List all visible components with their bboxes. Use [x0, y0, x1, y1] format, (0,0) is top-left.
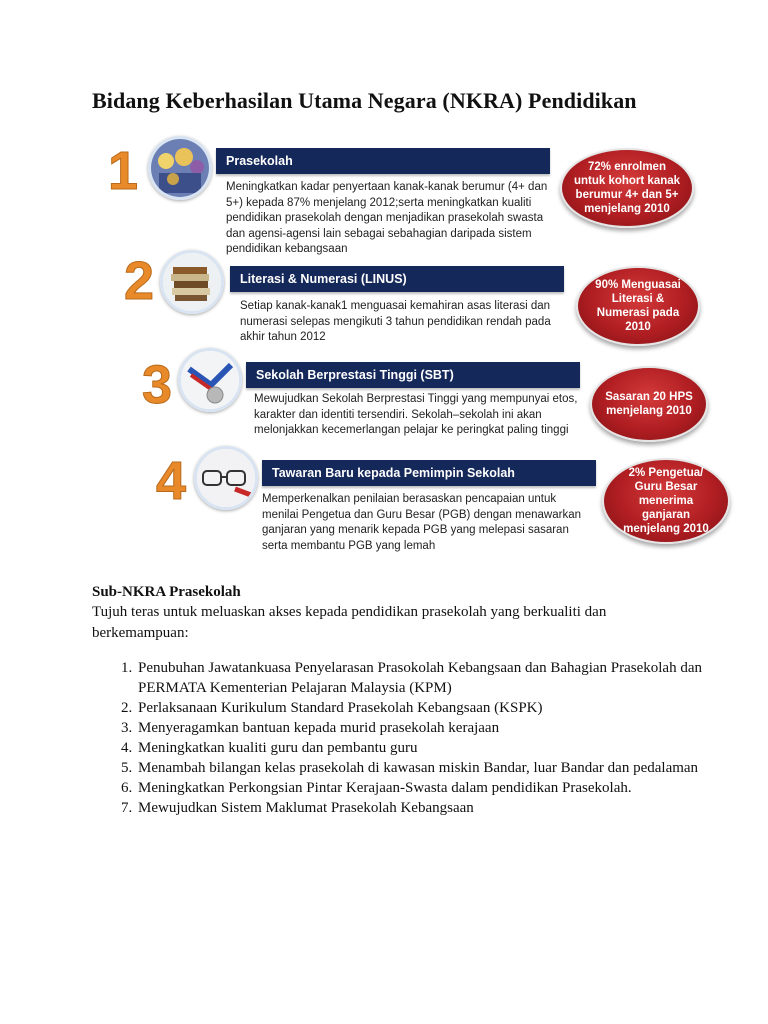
item-heading-bar: Prasekolah: [216, 148, 550, 174]
item-description: Mewujudkan Sekolah Berprestasi Tinggi yang mempunyai etos, karakter dan identiti tersendiri. Sekolah–sekolah ini akan melonjakkan kecemerlangan pelajar ke peringkat paling tinggi: [254, 393, 578, 436]
target-badge-text: Sasaran 20 HPS menjelang 2010: [605, 391, 693, 417]
section-title: Sub-NKRA Prasekolah: [92, 584, 241, 600]
item-heading-bar: Literasi & Numerasi (LINUS): [230, 266, 564, 292]
list-item: 2. Perlaksanaan Kurikulum Standard Prasekolah Kebangsaan (KSPK): [136, 698, 736, 718]
item-description: Setiap kanak-kanak1 menguasai kemahiran asas literasi dan numerasi selepas mengikuti 3 tahun pendidikan rendah pada akhir tahun 2012: [240, 300, 551, 343]
target-badge: [576, 266, 700, 346]
target-badge: [602, 458, 730, 544]
target-badge: [560, 148, 694, 228]
item-number: 3: [142, 355, 173, 415]
list-item: 7. Mewujudkan Sistem Maklumat Prasekolah Kebangsaan: [136, 798, 736, 818]
target-badge-text: 72% enrolmen untuk kohort kanak berumur 4+ dan 5+ menjelang 2010: [573, 161, 681, 215]
item-description: Meningkatkan kadar penyertaan kanak-kanak berumur (4+ dan 5+) kepada 87% menjelang 2012;serta meningkatkan kualiti pendidikan prasekolah dengan menjadikan prasekolah swasta dan agensi-agensi lain sebagai sebahagian daripada sistem pendidikan kebangsaan: [226, 181, 548, 255]
medal-photo-icon: [178, 348, 242, 412]
item-number: 4: [156, 451, 187, 511]
children-photo-icon: [148, 136, 212, 200]
nkra-infographic: [90, 132, 750, 562]
item-heading-bar: Sekolah Berprestasi Tinggi (SBT): [246, 362, 580, 388]
list-item: 4. Meningkatkan kualiti guru dan pembantu guru: [136, 738, 736, 758]
core-list: [92, 658, 736, 818]
item-number: 1: [108, 141, 139, 201]
target-badge-text: 2% Pengetua/ Guru Besar menerima ganjaran menjelang 2010: [623, 467, 709, 535]
item-description: Memperkenalkan penilaian berasaskan pencapaian untuk menilai Pengetua dan Guru Besar (PGB) dengan menawarkan ganjaran yang menarik kepada PGB yang melepasi sasaran serta membantu PGB yang lemah: [262, 493, 581, 552]
section-intro: Tujuh teras untuk meluaskan akses kepada pendidikan prasekolah yang berkualiti dan berkemampuan:: [92, 604, 607, 641]
list-item: 5. Menambah bilangan kelas prasekolah di kawasan miskin Bandar, luar Bandar dan pedalaman: [136, 758, 736, 778]
books-photo-icon: [160, 250, 224, 314]
item-heading-bar: Tawaran Baru kepada Pemimpin Sekolah: [262, 460, 596, 486]
list-item: 1. Penubuhan Jawatankuasa Penyelarasan Prasokolah Kebangsaan dan Bahagian Prasekolah dan PERMATA Kementerian Pelajaran Malaysia (KPM): [136, 658, 736, 698]
page-title: Bidang Keberhasilan Utama Negara (NKRA) Pendidikan: [92, 88, 637, 113]
target-badge: [590, 366, 708, 442]
list-item: 6. Meningkatkan Perkongsian Pintar Kerajaan-Swasta dalam pendidikan Prasekolah.: [136, 778, 736, 798]
target-badge-text: 90% Menguasai Literasi & Numerasi pada 2010: [595, 279, 681, 333]
item-number: 2: [124, 251, 155, 311]
list-item: 3. Menyeragamkan bantuan kepada murid prasekolah kerajaan: [136, 718, 736, 738]
glasses-photo-icon: [194, 446, 258, 510]
